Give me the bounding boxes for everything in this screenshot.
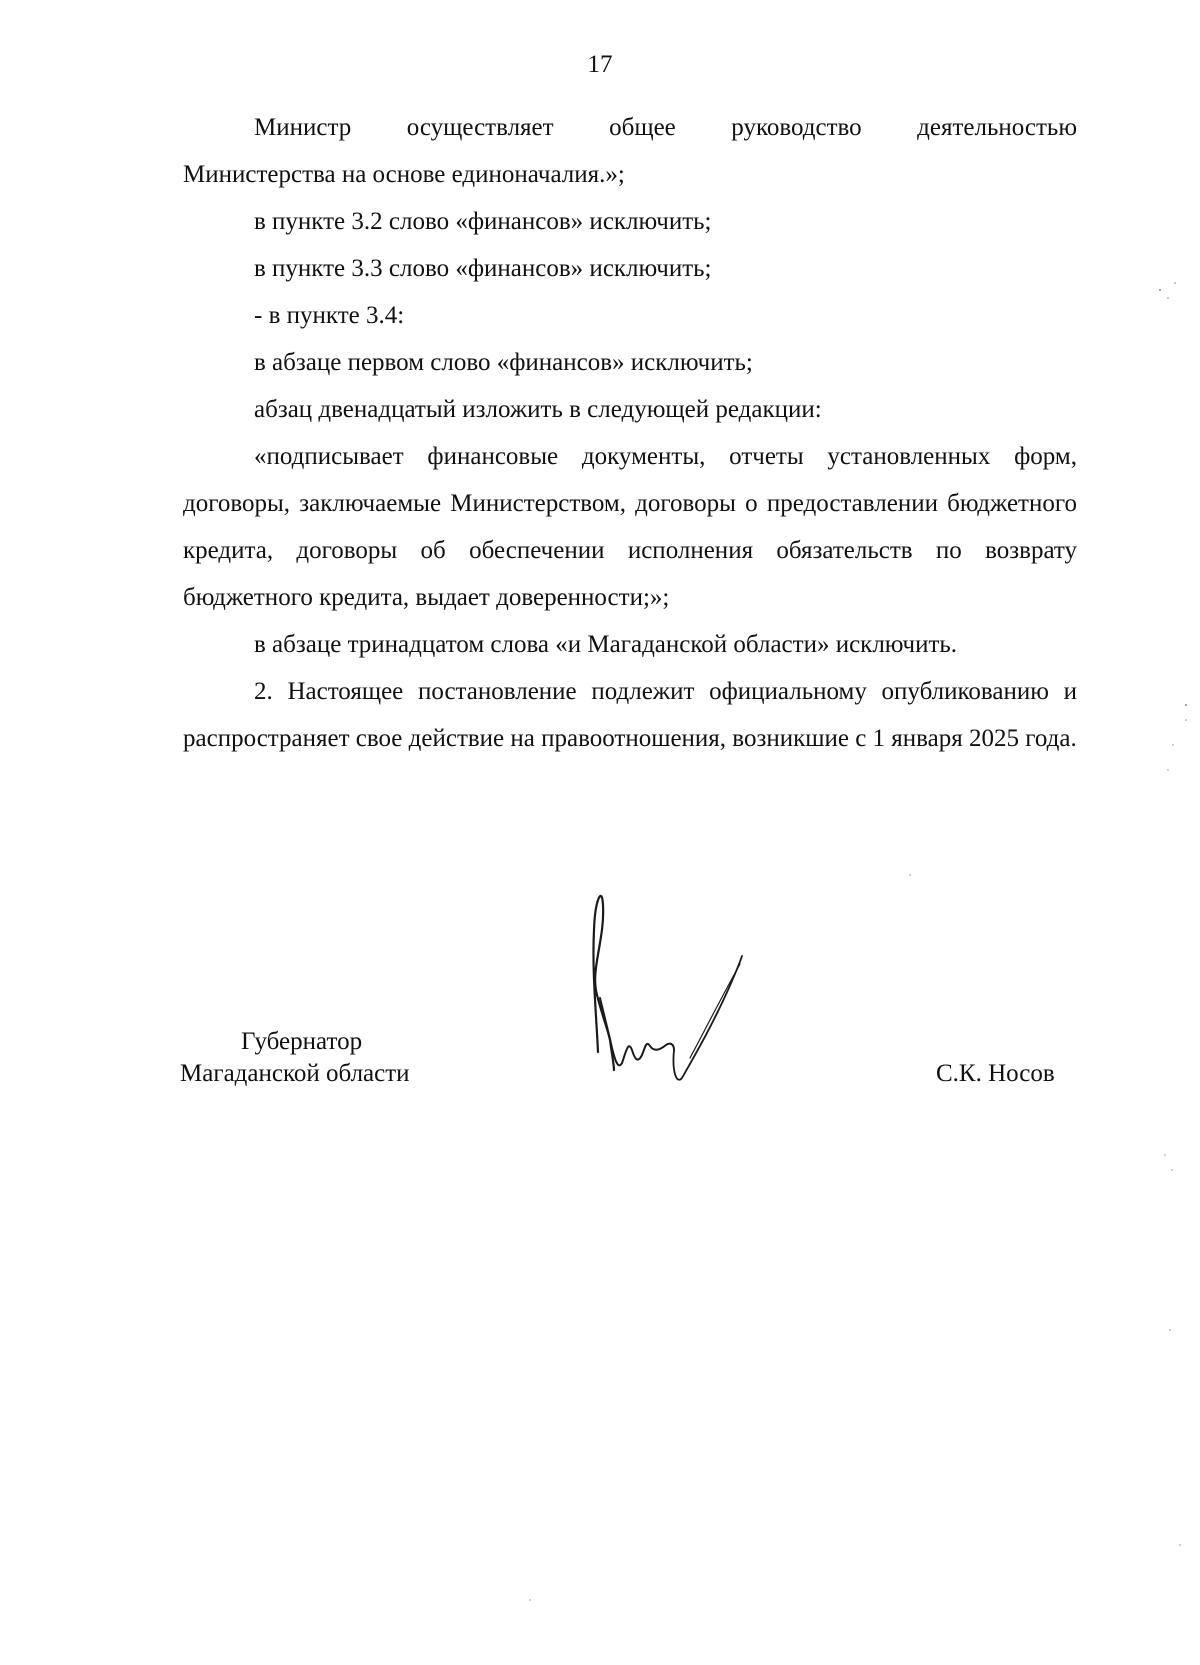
document-body [183, 104, 1077, 762]
paragraph-minister-line-2: Министерства на основе единоначалия.»; [183, 161, 625, 188]
signatory-name: С.К. Носов [936, 1060, 1055, 1087]
paragraph-abzac-first: в абзаце первом слово «финансов» исключить; [254, 349, 753, 376]
paragraph-abzac-thirteenth: в абзаце тринадцатом слова «и Магаданской области» исключить. [254, 631, 958, 658]
paragraph-clause-3-2: в пункте 3.2 слово «финансов» исключить; [254, 208, 712, 235]
paragraph-minister-line-1: Министр осуществляет общее руководство деятельностью [254, 114, 1077, 141]
paragraph-abzac-twelfth: абзац двенадцатый изложить в следующей редакции: [254, 396, 822, 423]
paragraph-signing-powers: «подписывает финансовые документы, отчеты установленных форм, договоры, заключаемые Министерством, договоры о предоставлении бюджетного кредита, договоры об обеспечении исполнения обязательств по возврату бюджетного кредита, выдает доверенности;»; [183, 443, 1077, 611]
signatory-title-line-1: Губернатор [241, 1028, 363, 1055]
signatory-title [180, 1026, 410, 1090]
paragraph-clause-3-3: в пункте 3.3 слово «финансов» исключить; [254, 255, 712, 282]
handwritten-signature [580, 880, 780, 1110]
signatory-title-line-2: Магаданской области [180, 1060, 410, 1087]
page-number: 17 [587, 51, 613, 78]
paragraph-publication: 2. Настоящее постановление подлежит официальному опубликованию и распространяет свое действие на правоотношения, возникшие с 1 января 2025 года. [183, 678, 1077, 752]
paragraph-clause-3-4: - в пункте 3.4: [254, 302, 405, 329]
